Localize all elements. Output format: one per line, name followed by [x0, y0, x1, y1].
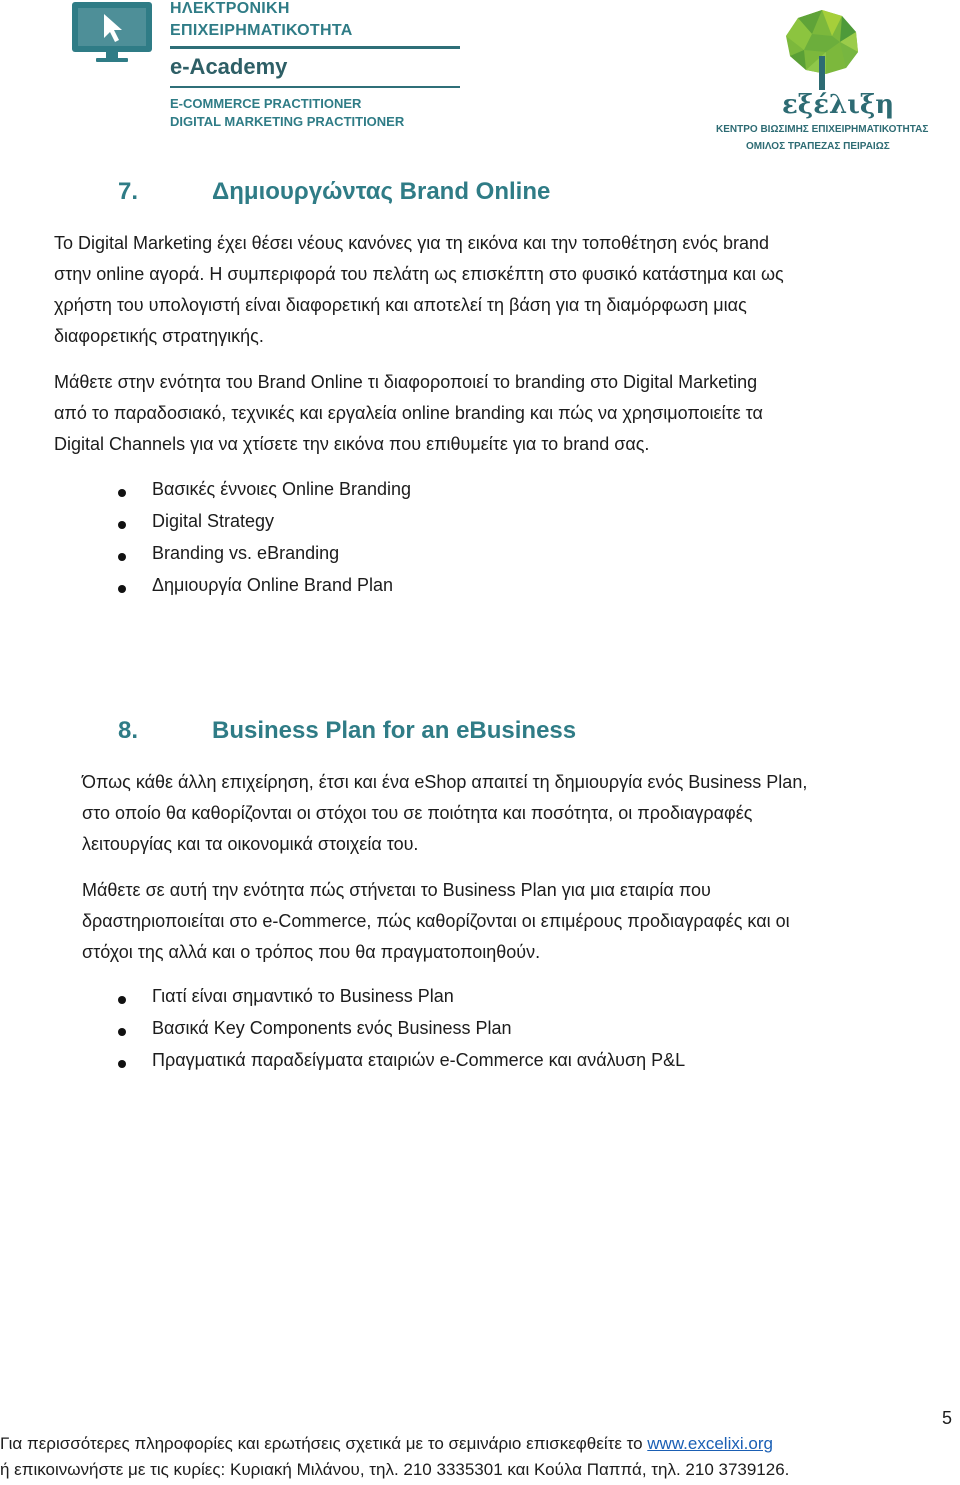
website-link[interactable]: www.excelixi.org — [647, 1434, 773, 1453]
logo-line1: ΗΛΕΚΤΡΟΝΙΚΗ — [170, 0, 290, 17]
section-title: Δημιουργώντας Brand Online — [212, 178, 551, 205]
list-item-text: Πραγματικά παραδείγματα εταιριών e-Commerce και ανάλυση P&L — [152, 1050, 686, 1070]
section-number: 7. — [118, 178, 139, 205]
paragraph — [54, 228, 784, 352]
bullet-icon — [118, 996, 126, 1004]
list-item-text: Digital Strategy — [152, 511, 275, 531]
paragraph-line: από το παραδοσιακό, τεχνικές και εργαλεία online branding και πώς να χρησιμοποιείτε τα — [54, 403, 763, 423]
paragraph-line: στόχοι της αλλά και ο τρόπος που θα πραγματοποιηθούν. — [82, 942, 541, 962]
monitor-cursor-icon — [70, 0, 154, 64]
page-number: 5 — [942, 1408, 953, 1428]
bullet-icon — [118, 1028, 126, 1036]
paragraph-line: Το Digital Marketing έχει θέσει νέους κανόνες για τη εικόνα και την τοποθέτηση ενός brand — [54, 233, 770, 253]
logo-divider — [170, 86, 460, 88]
bullet-list — [118, 986, 878, 1086]
paragraph-line: λειτουργίας και τα οικονομικά στοιχεία του. — [82, 834, 419, 854]
footer-text: Για περισσότερες πληροφορίες και ερωτήσεις σχετικά με το σεμινάριο επισκεφθείτε το — [0, 1434, 648, 1453]
paragraph-line: διαφορετικής στρατηγικής. — [54, 326, 264, 346]
excelixi-logo — [712, 6, 937, 156]
paragraph — [54, 367, 763, 460]
paragraph — [82, 875, 790, 968]
tree-icon — [782, 6, 862, 92]
logo-subtitle-1: E-COMMERCE PRACTITIONER — [170, 96, 362, 111]
section-number: 8. — [118, 717, 139, 744]
list-item-text: Branding vs. eBranding — [152, 543, 340, 563]
logo-name: e-Academy — [170, 54, 288, 79]
section-heading — [118, 178, 818, 210]
logo-subtitle-2: DIGITAL MARKETING PRACTITIONER — [170, 114, 405, 129]
logo-subtitle-1: ΚΕΝΤΡΟ ΒΙΩΣΙΜΗΣ ΕΠΙΧΕΙΡΗΜΑΤΙΚΟΤΗΤΑΣ — [716, 124, 929, 135]
paragraph-line: Μάθετε στην ενότητα του Brand Online τι διαφοροποιεί το branding στο Digital Marketing — [54, 372, 758, 392]
bullet-icon — [118, 585, 126, 593]
logo-line2: ΕΠΙΧΕΙΡΗΜΑΤΙΚΟΤΗΤΑ — [170, 22, 353, 39]
bullet-icon — [118, 489, 126, 497]
footer-line-2: ή επικοινωνήστε με τις κυρίες: Κυριακή Μιλάνου, τηλ. 210 3335301 και Κούλα Παππά, τηλ. 210 3739126. — [0, 1460, 790, 1479]
paragraph-line: στο οποίο θα καθορίζονται οι στόχοι του σε ποιότητα και ποσότητα, οι προδιαγραφές — [82, 803, 753, 823]
bullet-icon — [118, 521, 126, 529]
footer-line-1 — [0, 1434, 773, 1454]
paragraph — [82, 767, 807, 860]
section-heading — [118, 717, 818, 749]
bullet-icon — [118, 553, 126, 561]
paragraph-line: χρήστη του υπολογιστή είναι διαφορετική και αποτελεί τη βάση για τη διαμόρφωση μιας — [54, 295, 747, 315]
list-item-text: Βασικές έννοιες Online Branding — [152, 479, 412, 499]
bullet-list — [118, 479, 818, 609]
paragraph-line: Digital Channels για να χτίσετε την εικόνα που επιθυμείτε για το brand σας. — [54, 434, 650, 454]
list-item-text: Βασικά Key Components ενός Business Plan — [152, 1018, 512, 1038]
logo-name: εξέλιξη — [782, 90, 895, 120]
list-item-text: Δημιουργία Online Brand Plan — [152, 575, 393, 595]
list-item-text: Γιατί είναι σημαντικό το Business Plan — [152, 986, 454, 1006]
paragraph-line: Μάθετε σε αυτή την ενότητα πώς στήνεται το Business Plan για μια εταιρία που — [82, 880, 711, 900]
paragraph-line: στην online αγορά. Η συμπεριφορά του πελάτη ως επισκέπτη στο φυσικό κατάστημα και ως — [54, 264, 784, 284]
bullet-icon — [118, 1060, 126, 1068]
paragraph-line: Όπως κάθε άλλη επιχείρηση, έτσι και ένα eShop απαιτεί τη δημιουργία ενός Business Plan, — [82, 772, 808, 792]
logo-divider — [170, 46, 460, 49]
paragraph-line: δραστηριοποιείται στο e-Commerce, πώς καθορίζονται οι επιμέρους προδιαγραφές και οι — [82, 911, 790, 931]
section-title: Business Plan for an eBusiness — [212, 717, 577, 744]
logo-subtitle-2: ΟΜΙΛΟΣ ΤΡΑΠΕΖΑΣ ΠΕΙΡΑΙΩΣ — [746, 141, 890, 152]
e-academy-logo — [70, 0, 450, 135]
